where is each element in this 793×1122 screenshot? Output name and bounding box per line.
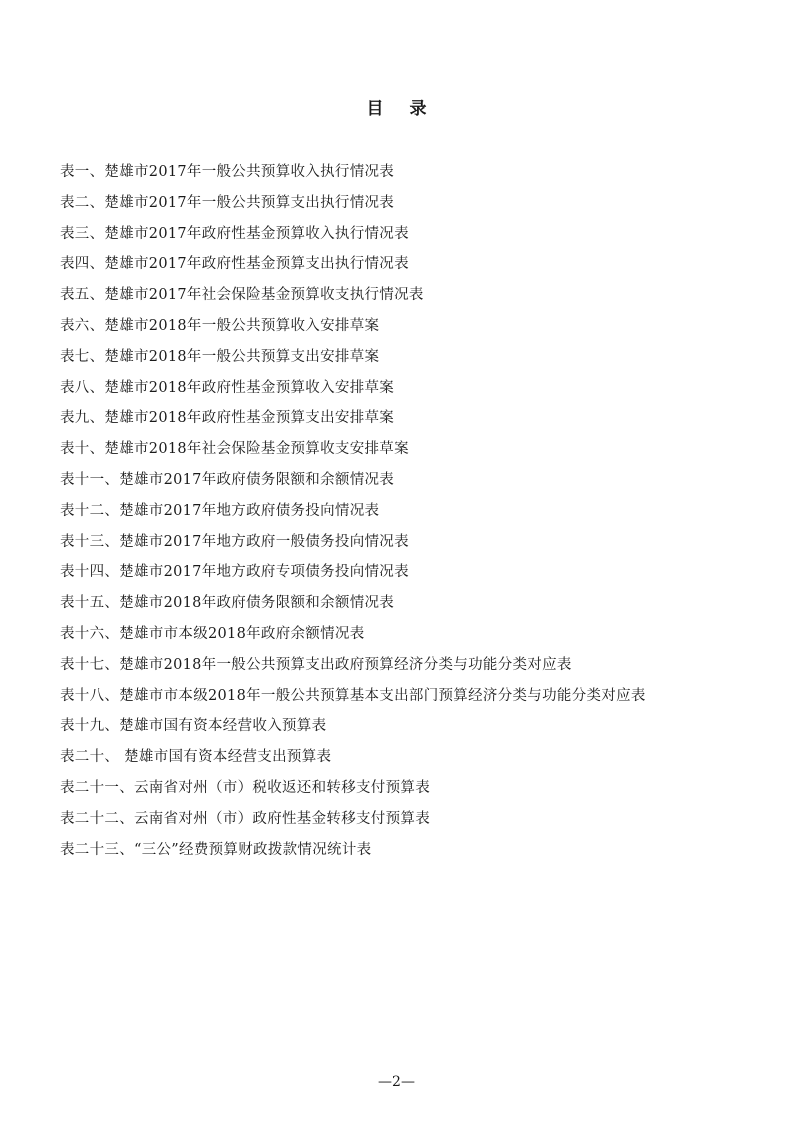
page-title: 目 录 [366,99,437,119]
table-of-contents [60,160,760,868]
toc-item: 表二十三、“三公”经费预算财政拨款情况统计表 [60,841,372,858]
toc-item: 表一、楚雄市2017年一般公共预算收入执行情况表 [60,164,395,180]
toc-item: 表十三、楚雄市2017年地方政府一般债务投向情况表 [60,533,409,550]
toc-item: 表三、楚雄市2017年政府性基金预算收入执行情况表 [60,225,409,242]
toc-item: 表五、楚雄市2017年社会保险基金预算收支执行情况表 [60,287,424,304]
toc-item: 表二、楚雄市2017年一般公共预算支出执行情况表 [60,194,395,211]
toc-item: 表十九、楚雄市国有资本经营收入预算表 [60,718,327,735]
toc-item: 表二十二、云南省对州（市）政府性基金转移支付预算表 [60,810,430,827]
toc-item: 表十八、楚雄市市本级2018年一般公共预算基本支出部门预算经济分类与功能分类对应表 [60,687,646,704]
toc-item: 表十六、楚雄市市本级2018年政府余额情况表 [60,625,365,642]
toc-item: 表六、楚雄市2018年一般公共预算收入安排草案 [60,317,380,334]
toc-item: 表十一、楚雄市2017年政府债务限额和余额情况表 [60,471,395,488]
toc-item: 表四、楚雄市2017年政府性基金预算支出执行情况表 [60,256,409,273]
toc-item: 表十二、楚雄市2017年地方政府债务投向情况表 [60,502,380,519]
toc-item: 表十七、楚雄市2018年一般公共预算支出政府预算经济分类与功能分类对应表 [60,656,572,673]
page-number: —2— [378,1074,415,1090]
toc-item: 表十四、楚雄市2017年地方政府专项债务投向情况表 [60,564,409,581]
toc-item: 表七、楚雄市2018年一般公共预算支出安排草案 [60,348,380,365]
toc-item: 表十五、楚雄市2018年政府债务限额和余额情况表 [60,595,395,612]
toc-item: 表九、楚雄市2018年政府性基金预算支出安排草案 [60,410,395,427]
toc-item: 表二十一、云南省对州（市）税收返还和转移支付预算表 [60,779,430,796]
toc-item: 表八、楚雄市2018年政府性基金预算收入安排草案 [60,379,395,396]
toc-item: 表二十、 楚雄市国有资本经营支出预算表 [60,749,332,766]
toc-item: 表十、楚雄市2018年社会保险基金预算收支安排草案 [60,441,409,458]
